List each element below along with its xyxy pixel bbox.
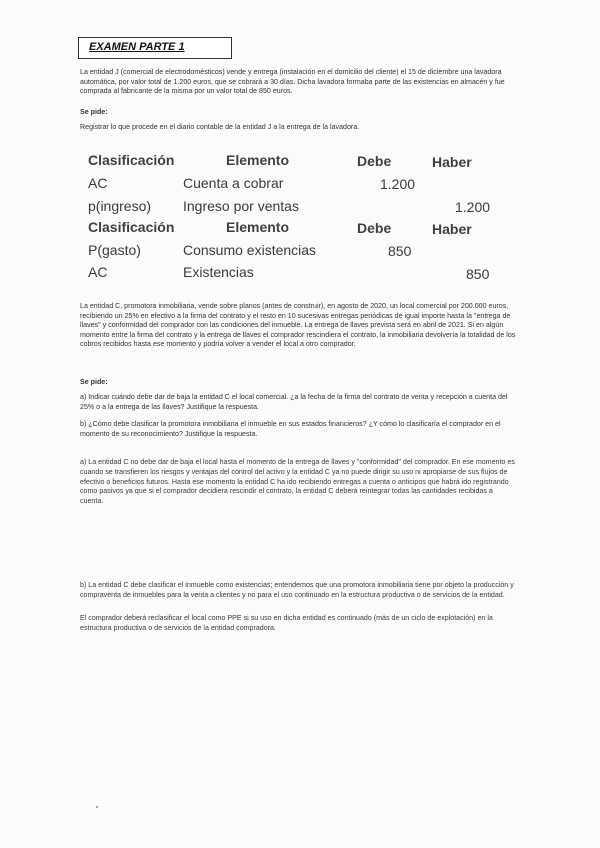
- answer-a: a) La entidad C no debe dar de baja el local hasta el momento de la entrega de llaves y "conformidad" del comprador. En ese momento es cuando se transfieren los riesgos y ventajas del control del activo y la entidad C ya no puede dirigir su uso ni apropiarse de sus flujos de efectivo o beneficios futuros. Hasta ese momento la entidad C ha ido recibiendo entregas a cuenta o anticipos que habrá ido registrando como pasivos ya que si el comprador decidiera rescindir el contrato, la entidad C deberá reintegrar todas las cantidades recibidas a cuenta.: [80, 458, 515, 506]
- answer-b-buyer: El comprador deberá reclasificar el local como PPE si su uso en dicha entidad es continuado (más de un ciclo de explotación) en la estructura productiva o de servicios de la entidad compradora.: [80, 614, 493, 632]
- header-debe: Debe: [357, 153, 392, 169]
- header-elemento: Elemento: [226, 152, 290, 168]
- exam-title: EXAMEN PARTE 1: [89, 41, 185, 53]
- q1-ask: Registrar lo que procede en el diario contable de la entidad J a la entrega de la lavadora.: [80, 123, 360, 131]
- row3-clasificacion: P(gasto): [88, 242, 141, 258]
- row2-haber: 1.200: [455, 199, 491, 215]
- row4-haber: 850: [466, 266, 490, 282]
- q1-se-pide: Se pide:: [80, 108, 108, 116]
- header2-debe: Debe: [357, 220, 392, 236]
- exam-title-box: [78, 37, 232, 59]
- q2-question-b: b) ¿Cómo debe clasificar la promotora inmobiliaria el inmueble en sus estados financieros? ¿Y cómo lo clasificaría el comprador en el momento de su reconocimiento? Justifique la respuesta.: [80, 420, 501, 438]
- answer-b-issuer: b) La entidad C debe clasificar el inmueble como existencias; entendemos que una promotora inmobiliaria tiene por objeto la producción y compraventa de inmuebles para la venta a clientes y no para el uso continuado en la estructura productiva o de servicios de la entidad.: [80, 581, 514, 599]
- row1-elemento: Cuenta a cobrar: [183, 175, 284, 191]
- q1-statement: La entidad J (comercial de electrodomésticos) vende y entrega (instalación en el domicilio del cliente) el 15 de diciembre una lavadora automática, por valor total de 1.200 euros, que se cobrará a 30 días. Dicha lavadora formaba parte de las existencias en almacén y fue comprada al fabricante de la misma por un valor total de 850 euros.: [80, 68, 505, 96]
- header2-clasificacion: Clasificación: [88, 219, 175, 235]
- row1-debe: 1.200: [380, 176, 416, 192]
- row3-elemento: Consumo existencias: [183, 242, 317, 258]
- header2-elemento: Elemento: [226, 219, 290, 235]
- row2-clasificacion: p(ingreso): [88, 198, 152, 214]
- row1-clasificacion: AC: [88, 175, 108, 191]
- q2-question-a: a) Indicar cuándo debe dar de baja la entidad C el local comercial. ¿a la fecha de la firma del contrato de venta y recepción a cuenta del 25% o a la entrega de las llaves? Justifique la respuesta.: [80, 393, 508, 411]
- header-clasificacion: Clasificación: [88, 152, 175, 168]
- scan-speck: [96, 806, 98, 808]
- q2-statement: La entidad C, promotora inmobiliaria, vende sobre planos (antes de construir), en agosto de 2020, un local comercial por 200.000 euros, recibiendo un 25% en efectivo a la firma del contrato y el resto en 10 sucesivas entregas periódicas de igual importe hasta la "entrega de llaves" y conformidad del comprador con las condiciones del inmueble. La entrega de llaves prevista será en abril de 2021. Si en algún momento entre la firma del contrato y la entrega de llaves el comprador rescindiera el contrato, la inmobiliaria devolvería la totalidad de los cobros recibidos hasta ese momento y podría volver a vender el local a otro comprador.: [80, 302, 516, 349]
- row4-clasificacion: AC: [88, 264, 108, 280]
- row2-elemento: Ingreso por ventas: [183, 198, 299, 214]
- header2-haber: Haber: [432, 221, 472, 237]
- header-haber: Haber: [432, 154, 472, 170]
- row3-debe: 850: [388, 243, 412, 259]
- row4-elemento: Existencias: [183, 264, 254, 280]
- q2-se-pide: Se pide:: [80, 378, 108, 386]
